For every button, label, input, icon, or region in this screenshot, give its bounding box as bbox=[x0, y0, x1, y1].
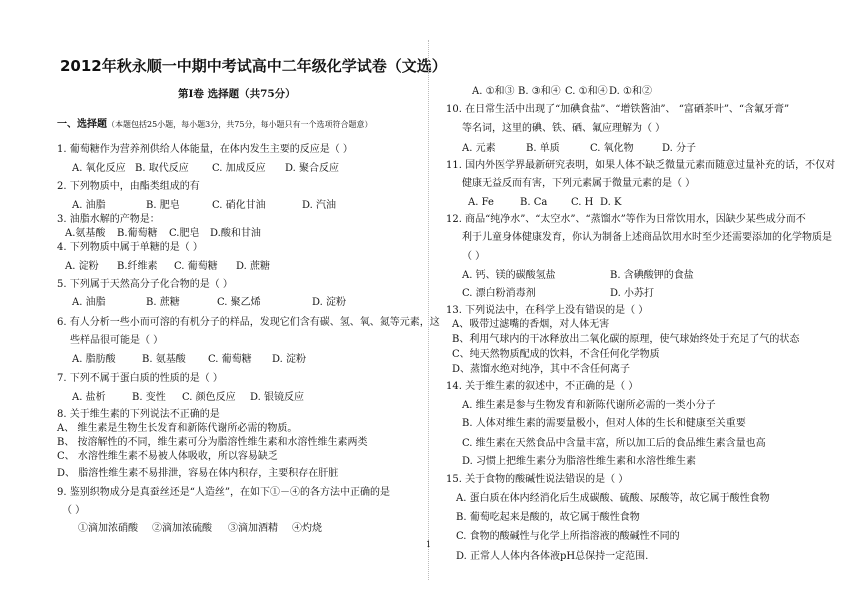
method: ③滴加酒精 bbox=[228, 523, 278, 534]
question-8-option: D、 脂溶性维生素不易排泄，容易在体内积存，主要积存在肝脏 bbox=[57, 468, 339, 479]
question-2: 2. 下列物质中，由酯类组成的有 bbox=[57, 181, 200, 192]
option: C. 葡萄糖 bbox=[174, 261, 218, 272]
question-13: 13. 下列说法中，在科学上没有错误的是（ ） bbox=[446, 305, 649, 316]
question-10-cont: 等名词，这里的碘、铁、硒、氟应理解为（ ） bbox=[462, 123, 666, 134]
question-14-option: B. 人体对维生素的需要量极小，但对人体的生长和健康至关重要 bbox=[462, 418, 746, 429]
question-12-option: D. 小苏打 bbox=[610, 288, 655, 299]
column-divider bbox=[426, 40, 432, 580]
option: A. 元素 bbox=[462, 143, 496, 154]
question-12-option: A. 钙、镁的碳酸氢盐 bbox=[462, 270, 556, 281]
option: C. 硝化甘油 bbox=[212, 200, 266, 211]
question-8-option: B、 按溶解性的不同，维生素可分为脂溶性维生素和水溶性维生素两类 bbox=[57, 437, 368, 448]
question-8: 8. 关于维生素的下列说法不正确的是 bbox=[57, 409, 220, 420]
question-4: 4. 下列物质中属于单糖的是（ ） bbox=[57, 242, 203, 253]
option: A. 氧化反应 bbox=[72, 163, 126, 174]
option: B. 单质 bbox=[526, 143, 560, 154]
question-3: 3. 油脂水解的产物是： bbox=[57, 214, 160, 225]
question-12: 12. 商品“纯净水”、“太空水”、“蒸馏水”等作为日常饮用水，因缺少某些成分而不 bbox=[446, 214, 806, 225]
option: D. 蔗糖 bbox=[236, 261, 271, 272]
option: D. 分子 bbox=[662, 143, 697, 154]
question-15-option: D. 正常人人体内各体液pH总保持一定范围. bbox=[456, 551, 649, 562]
question-12-cont: 利于儿童身体健康发育，你认为制备上述商品饮用水时至少还需要添加的化学物质是 bbox=[462, 232, 832, 243]
option: B.葡萄糖 bbox=[117, 228, 158, 239]
section-note: （本题包括25小题，每小题3分，共75分，每小题只有一个选项符合题意） bbox=[107, 120, 373, 129]
option: A. 油脂 bbox=[72, 200, 106, 211]
option: A. 油脂 bbox=[72, 297, 106, 308]
question-14-option: A. 维生素是参与生物发育和新陈代谢所必需的一类小分子 bbox=[462, 400, 716, 411]
option: A. 淀粉 bbox=[65, 261, 99, 272]
option: C. ①和④ bbox=[565, 86, 608, 97]
question-13-option: C、纯天然物质配成的饮料，不含任何化学物质 bbox=[452, 349, 660, 360]
option: B. ③和④ bbox=[518, 86, 561, 97]
section-label: 一、选择题 bbox=[57, 119, 107, 130]
page-number: 1 bbox=[426, 540, 432, 549]
question-15-option: A. 蛋白质在体内经消化后生成碳酸、硫酸、尿酸等，故它属于酸性食物 bbox=[456, 493, 770, 504]
option: D. ①和② bbox=[609, 86, 652, 97]
question-15-option: C. 食物的酸碱性与化学上所指溶液的酸碱性不同的 bbox=[456, 531, 680, 542]
method: ①滴加浓硝酸 bbox=[78, 523, 138, 534]
question-11: 11. 国内外医学界最新研究表明，如果人体不缺乏微量元素而随意过量补充的话，不仅对 bbox=[446, 160, 836, 171]
section-heading bbox=[57, 119, 372, 131]
option: B. 蔗糖 bbox=[146, 297, 180, 308]
option: D. 银镜反应 bbox=[250, 392, 305, 403]
option: D. K bbox=[600, 197, 622, 208]
option: B. 肥皂 bbox=[146, 200, 180, 211]
option: C. 颜色反应 bbox=[182, 392, 236, 403]
option: D.酸和甘油 bbox=[210, 228, 261, 239]
question-6: 6. 有人分析一些小而可溶的有机分子的样品，发现它们含有碳、氢、氧、氮等元素，这 bbox=[57, 317, 440, 328]
option: B. Ca bbox=[520, 197, 548, 208]
question-9: 9. 鉴别织物成分是真蚕丝还是“人造丝”，在如下①－④的各方法中正确的是 bbox=[57, 487, 390, 498]
method: ②滴加浓硫酸 bbox=[152, 523, 212, 534]
question-13-option: D、蒸馏水绝对纯净，其中不含任何离子 bbox=[452, 364, 631, 375]
option: D. 汽油 bbox=[302, 200, 337, 211]
question-13-option: B、利用气球内的干冰释放出二氧化碳的原理，使气球始终处于充足了气的状态 bbox=[452, 334, 800, 345]
question-14-option: D. 习惯上把维生素分为脂溶性维生素和水溶性维生素 bbox=[462, 456, 697, 467]
question-12-cont2: （ ） bbox=[462, 251, 486, 262]
option: B. 变性 bbox=[132, 392, 166, 403]
option: A. Fe bbox=[468, 197, 494, 208]
question-1: 1. 葡萄糖作为营养剂供给人体能量，在体内发生主要的反应是（ ） bbox=[57, 144, 353, 155]
question-9-cont: （ ） bbox=[62, 505, 86, 516]
option: C. 聚乙烯 bbox=[217, 297, 261, 308]
part-heading: 第Ⅰ卷 选择题（共75分） bbox=[178, 88, 296, 100]
option: D. 淀粉 bbox=[272, 354, 307, 365]
option: A. ①和③ bbox=[472, 86, 515, 97]
option: B. 取代反应 bbox=[135, 163, 189, 174]
option: C. H bbox=[571, 197, 594, 208]
question-12-option: B. 含碘酸钾的食盐 bbox=[610, 270, 694, 281]
question-13-option: A、吸带过滤嘴的香烟，对人体无害 bbox=[452, 319, 610, 330]
option: C. 葡萄糖 bbox=[208, 354, 252, 365]
question-8-option: C、 水溶性维生素不易被人体吸收，所以容易缺乏 bbox=[57, 451, 278, 462]
option: C.肥皂 bbox=[169, 228, 200, 239]
method: ④灼烧 bbox=[292, 523, 322, 534]
question-10: 10. 在日常生活中出现了“加碘食盐”、“增铁酱油”、 “富硒茶叶”、“含氟牙膏” bbox=[446, 104, 790, 115]
option: A.氨基酸 bbox=[65, 228, 106, 239]
option: D. 聚合反应 bbox=[285, 163, 340, 174]
option: A. 盐析 bbox=[72, 392, 106, 403]
question-14: 14. 关于维生素的叙述中，不正确的是（ ） bbox=[446, 381, 639, 392]
option: A. 脂肪酸 bbox=[72, 354, 116, 365]
option: B.纤维素 bbox=[117, 261, 158, 272]
question-15: 15. 关于食物的酸碱性说法错误的是（ ） bbox=[446, 474, 629, 485]
question-11-cont: 健康无益反而有害，下列元素属于微量元素的是（ ） bbox=[462, 178, 696, 189]
question-14-option: C. 维生素在天然食品中含量丰富，所以加工后的食品维生素含量也高 bbox=[462, 438, 766, 449]
question-8-option: A、 维生素是生物生长发育和新陈代谢所必需的物质。 bbox=[57, 423, 298, 434]
question-7: 7. 下列不属于蛋白质的性质的是（ ） bbox=[57, 373, 223, 384]
question-12-option: C. 漂白粉消毒剂 bbox=[462, 288, 536, 299]
option: B. 氨基酸 bbox=[142, 354, 186, 365]
question-15-option: B. 葡萄吃起来是酸的，故它属于酸性食物 bbox=[456, 512, 640, 523]
option: C. 氧化物 bbox=[590, 143, 634, 154]
question-5: 5. 下列属于天然高分子化合物的是（ ） bbox=[57, 279, 233, 290]
option: D. 淀粉 bbox=[312, 297, 347, 308]
page-title: 2012年秋永顺一中期中考试高中二年级化学试卷（文选） bbox=[60, 57, 447, 75]
option: C. 加成反应 bbox=[212, 163, 266, 174]
question-6-cont: 些样品很可能是（ ） bbox=[70, 335, 164, 346]
